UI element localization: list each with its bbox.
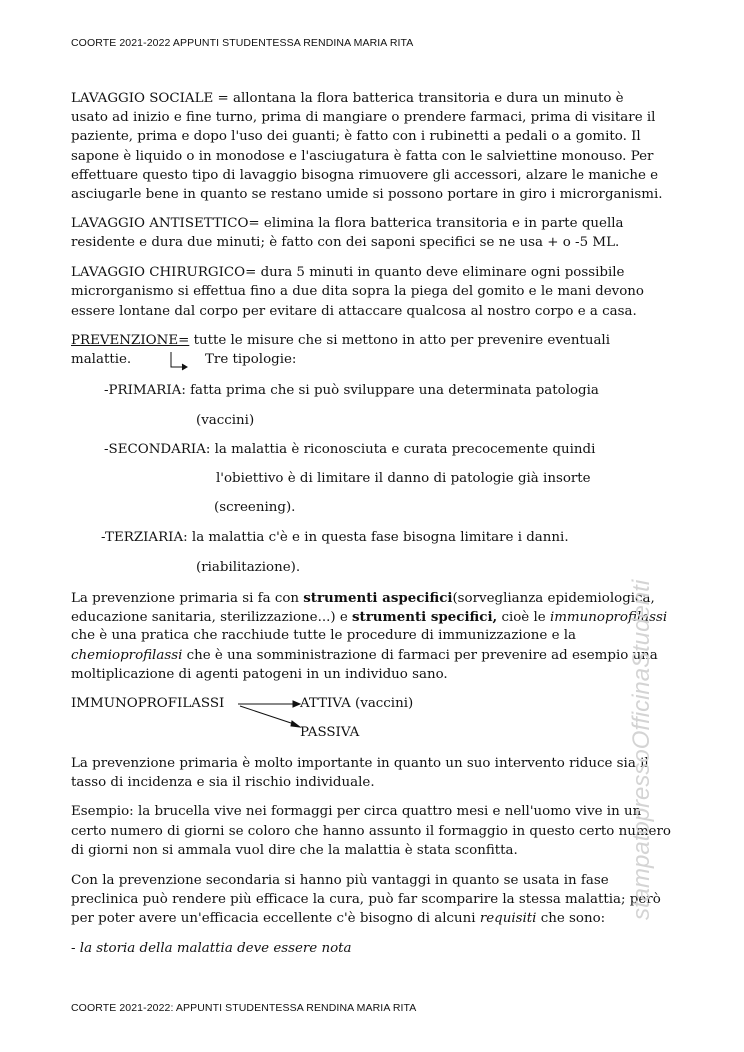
text-segment: residente e dura due minuti; è fatto con dei saponi specifici se ne usa + o -5 ML. (71, 235, 620, 250)
text-segment: l'obiettivo è di limitare il danno di patologie già insorte (216, 471, 591, 486)
page-header: COORTE 2021-2022 APPUNTI STUDENTESSA RENDINA MARIA RITA (71, 37, 414, 49)
text-segment: certo numero di giorni se coloro che hanno assunto il formaggio in questo certo numero (71, 824, 671, 839)
italic-text: immunoprofilassi (549, 610, 668, 625)
text-segment: (riabilitazione). (196, 560, 301, 575)
text-segment: che è una pratica che racchiude tutte le procedure di immunizzazione e la (71, 628, 577, 643)
text-segment: LAVAGGIO SOCIALE = allontana la flora batterica transitoria e dura un minuto è (71, 91, 624, 106)
text-segment: cioè le (497, 610, 550, 625)
text-segment: LAVAGGIO CHIRURGICO= dura 5 minuti in quanto deve eliminare ogni possibile (71, 265, 625, 280)
text-segment: -TERZIARIA: la malattia c'è e in questa fase bisogna limitare i danni. (101, 530, 569, 545)
text-segment: di giorni non si ammala vuol dire che la malattia è stata sconfitta. (71, 843, 518, 858)
text-segment: La prevenzione primaria si fa con (71, 591, 304, 606)
text-segment: (sorveglianza epidemiologica, (452, 591, 655, 606)
text-segment: paziente, prima e dopo l'uso dei guanti; è fatto con i rubinetti a pedali o a gomito. Il (71, 129, 641, 144)
text-segment: PASSIVA (300, 725, 360, 740)
text-segment: (vaccini) (196, 413, 255, 428)
text-segment: educazione sanitaria, sterilizzazione...) e (71, 610, 353, 625)
text-segment: che è una somministrazione di farmaci per prevenire ad esempio una (182, 648, 658, 663)
text-segment: (screening). (214, 500, 296, 515)
branch-arrow-icon (238, 701, 300, 727)
text-segment: -PRIMARIA: fatta prima che si può sviluppare una determinata patologia (104, 383, 599, 398)
text-segment: LAVAGGIO ANTISETTICO= elimina la flora batterica transitoria e in parte quella (71, 216, 624, 231)
bold-text: strumenti specifici, (352, 609, 498, 625)
text-segment: che sono: (536, 911, 606, 926)
text-segment: Esempio: la brucella vive nei formaggi per circa quattro mesi e nell'uomo vive in un (71, 804, 642, 819)
text-segment: usato ad inizio e fine turno, prima di mangiare o prendere farmaci, prima di visitare il (71, 110, 656, 125)
text-segment: sapone è liquido o in monodose e l'asciugatura è fatta con le salviettine monouso. Per (71, 149, 654, 164)
text-segment: Tre tipologie: (205, 352, 297, 367)
text-segment: -SECONDARIA: la malattia è riconosciuta e curata precocemente quindi (104, 442, 596, 457)
text-segment: La prevenzione primaria è molto importante in quanto un suo intervento riduce sia il (71, 756, 649, 771)
text-segment: preclinica può rendere più efficace la cura, può far scomparire la stessa malattia; però (71, 892, 661, 907)
bold-text: strumenti aspecifici (303, 590, 453, 606)
text-segment: per poter avere un'efficacia eccellente c'è bisogno di alcuni (71, 911, 480, 926)
text-segment: tasso di incidenza e sia il rischio individuale. (71, 775, 375, 790)
italic-text: chemioprofilassi (71, 648, 183, 663)
text-segment: malattie. (71, 352, 132, 367)
text-segment: Con la prevenzione secondaria si hanno più vantaggi in quanto se usata in fase (71, 873, 609, 888)
text-segment: IMMUNOPROFILASSI (71, 696, 225, 711)
text-segment: tutte le misure che si mettono in atto per prevenire eventuali (189, 333, 610, 348)
text-segment: ATTIVA (vaccini) (300, 696, 414, 711)
text-segment: asciugarle bene in quanto se restano umide si possono portare in giro i microrganismi. (71, 187, 663, 202)
text-segment: microrganismo si effettua fino a due dita sopra la piega del gomito e le mani devono (71, 284, 644, 299)
turn-arrow-icon (171, 352, 187, 370)
text-segment: moltiplicazione di agenti patogeni in un individuo sano. (71, 667, 448, 682)
underlined-text: PREVENZIONE= (71, 333, 190, 348)
italic-text: requisiti (479, 911, 537, 926)
page-footer: COORTE 2021-2022: APPUNTI STUDENTESSA RENDINA MARIA RITA (71, 1002, 417, 1014)
watermark: stampatopressoOfficinaStudenti (628, 579, 655, 920)
text-segment: essere lontane dal corpo per evitare di attaccare qualcosa al nostro corpo e a casa. (71, 304, 637, 319)
text-segment: effettuare questo tipo di lavaggio bisogna rimuovere gli accessori, alzare le maniche e (71, 168, 659, 183)
italic-text: - la storia della malattia deve essere nota (71, 941, 352, 956)
